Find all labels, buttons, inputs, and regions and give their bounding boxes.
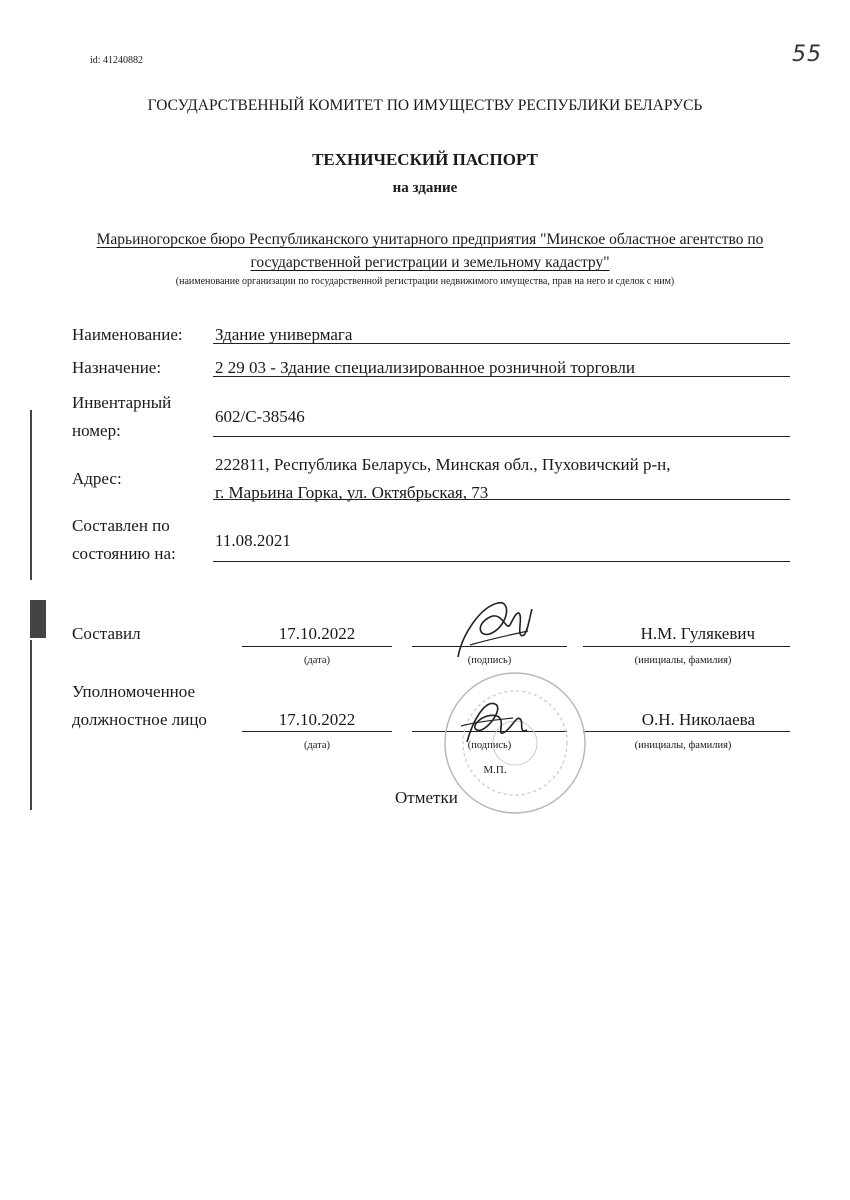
official-date: 17.10.2022 [278, 710, 356, 729]
document-title: ТЕХНИЧЕСКИЙ ПАСПОРТ [312, 150, 538, 169]
document-subtitle: на здание [392, 180, 458, 196]
address-line-2: г. Марьина Горка, ул. Октябрьская, 73 [215, 483, 489, 502]
scan-edge-line [30, 640, 32, 810]
official-name-line [583, 731, 790, 732]
organization-line-2: государственной регистрации и земельному кадастру" [250, 254, 610, 271]
official-label-line-2: должностное лицо [72, 710, 207, 729]
state-label-line-2: состоянию на: [72, 544, 176, 563]
address-label: Адрес: [72, 469, 122, 488]
official-name-caption: (инициалы, фамилия) [634, 740, 732, 751]
official-label-line-1: Уполномоченное [72, 682, 196, 701]
official-date-caption: (дата) [303, 740, 331, 751]
compiler-sign-caption: (подпись) [467, 655, 512, 666]
scan-edge-line [30, 410, 32, 580]
compiler-name: Н.М. Гулякевич [640, 624, 755, 643]
seal-caption: М.П. [483, 764, 507, 776]
compiler-signature-image [440, 595, 540, 665]
compiler-date-line [242, 646, 392, 647]
inventory-label-line-1: Инвентарный [72, 393, 172, 412]
state-underline [213, 561, 790, 562]
address-underline [213, 499, 790, 500]
purpose-underline [213, 376, 790, 377]
official-signature-image [455, 690, 535, 750]
name-label: Наименование: [72, 325, 183, 344]
inventory-value: 602/С-38546 [215, 407, 305, 426]
address-line-1: 222811, Республика Беларусь, Минская обл., Пуховичский р-н, [215, 455, 671, 474]
handwritten-page-number: 55 [792, 42, 822, 67]
purpose-label: Назначение: [72, 358, 162, 377]
compiler-name-line [583, 646, 790, 647]
committee-heading: ГОСУДАРСТВЕННЫЙ КОМИТЕТ ПО ИМУЩЕСТВУ РЕСПУБЛИКИ БЕЛАРУСЬ [147, 97, 703, 114]
marks-label: Отметки [395, 788, 458, 807]
state-label-line-1: Составлен по [72, 516, 170, 535]
scan-edge-mark [30, 600, 46, 638]
state-value: 11.08.2021 [215, 531, 291, 550]
official-date-line [242, 731, 392, 732]
purpose-value: 2 29 03 - Здание специализированное розничной торговли [215, 358, 636, 377]
inventory-label-line-2: номер: [72, 421, 121, 440]
name-value: Здание универмага [215, 325, 353, 344]
official-name: О.Н. Николаева [641, 710, 755, 729]
inventory-underline [213, 436, 790, 437]
compiler-date: 17.10.2022 [278, 624, 356, 643]
name-underline [213, 343, 790, 344]
compiler-name-caption: (инициалы, фамилия) [634, 655, 732, 666]
organization-line-1: Марьиногорское бюро Республиканского унитарного предприятия "Минское областное агентство по [96, 231, 764, 248]
compiler-date-caption: (дата) [303, 655, 331, 666]
compiler-label: Составил [72, 624, 141, 643]
organization-caption: (наименование организации по государственной регистрации недвижимого имущества, прав на него и сделок с ним) [175, 276, 675, 287]
official-sign-caption: (подпись) [467, 740, 512, 751]
organization-name [60, 228, 800, 274]
document-id: id: 41240882 [90, 55, 144, 66]
